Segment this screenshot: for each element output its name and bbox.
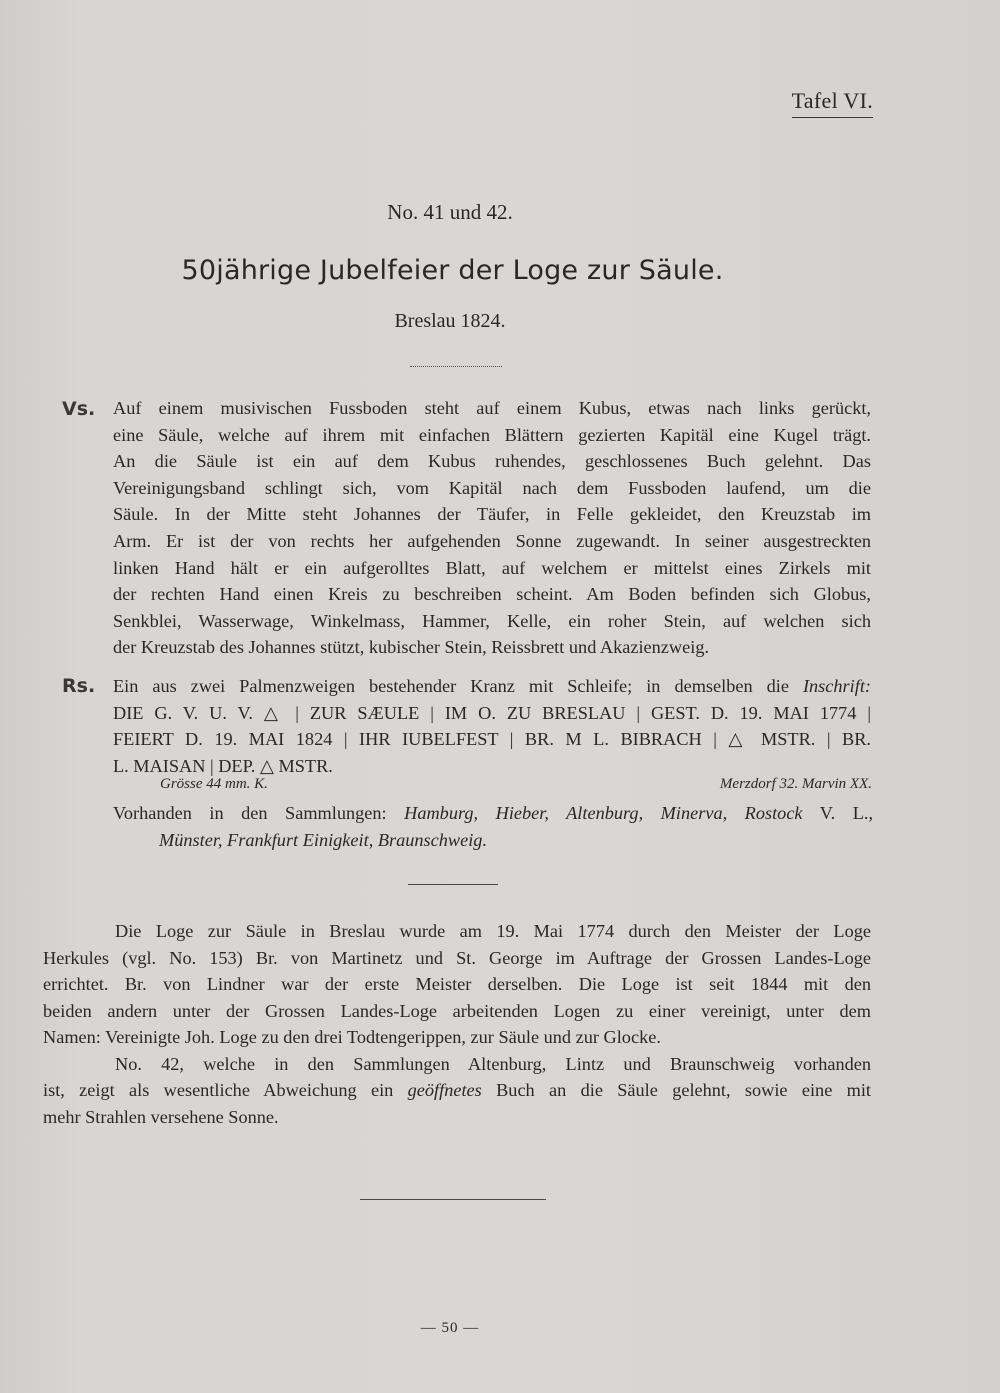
obverse-description (113, 395, 871, 661)
text-line: errichtet. Br. von Lindner war der erste Meister derselben. Die Loge ist seit 1844 mit den (43, 974, 871, 994)
closing-divider (360, 1199, 546, 1200)
ornament-divider (410, 366, 502, 367)
collections-list-cont: Münster, Frankfurt Einigkeit, Braunschweig. (159, 830, 488, 850)
page-number: — 50 — (420, 1320, 480, 1336)
text-line: linken Hand hält er ein aufgerolltes Blatt, auf welchem er mittelst eines Zirkels mit (113, 557, 871, 578)
plate-number: Tafel VI. (792, 88, 873, 118)
reverse-description (113, 673, 871, 779)
obverse-label: Vs. (62, 398, 96, 420)
reverse-label: Rs. (62, 675, 96, 697)
place-date: Breslau 1824. (394, 310, 506, 332)
collections-list: Hamburg, Hieber, Altenburg, Minerva, Rostock (404, 803, 803, 823)
item-numbers: No. 41 und 42. (387, 200, 513, 224)
text-line: der rechten Hand einen Kreis zu beschreiben scheint. Am Boden befinden sich Globus, (113, 584, 871, 605)
commentary (43, 918, 871, 1130)
text-line: No. 42, welche in den Sammlungen Altenburg, Lintz und Braunschweig vorhanden (115, 1053, 871, 1074)
text-line: mehr Strahlen versehene Sonne. (43, 1106, 279, 1127)
inscription-line: L. MAISAN | DEP. △ MSTR. (113, 755, 333, 776)
text-line (43, 1077, 871, 1104)
collections-line (113, 800, 873, 827)
text-line: eine Säule, welche auf ihrem mit einfachen Blättern gezierten Kapitäl eine Kugel trägt. (113, 424, 871, 445)
reverse-intro: Ein aus zwei Palmenzweigen bestehender Kranz mit Schleife; in demselben die (113, 676, 789, 696)
text-line: An die Säule ist ein auf dem Kubus ruhendes, geschlossenes Buch gelehnt. Das (113, 451, 871, 472)
collections-label: Vorhanden in den Sammlungen: (113, 803, 387, 823)
text-line: Vereinigungsband schlingt sich, vom Kapitäl nach dem Fussboden laufend, um die (113, 477, 871, 498)
text-line: Die Loge zur Säule in Breslau wurde am 19. Mai 1774 durch den Meister der Loge (115, 921, 871, 941)
text-line: Senkblei, Wasserwage, Winkelmass, Hammer, Kelle, ein roher Stein, auf welchen sich (113, 610, 871, 631)
text-line: Namen: Vereinigte Joh. Loge zu den drei Todtengerippen, zur Säule und zur Glocke. (43, 1027, 661, 1047)
p2-part-a: ist, zeigt als wesentliche Abweichung ein (43, 1080, 394, 1100)
medal-size: Grösse 44 mm. K. (160, 776, 268, 792)
size-and-references (160, 776, 872, 793)
catalog-references: Merzdorf 32. Marvin XX. (719, 776, 872, 792)
section-divider (408, 884, 498, 885)
text-line (113, 673, 871, 700)
p2-part-b: Buch an die Säule gelehnt, sowie eine mit (496, 1080, 872, 1100)
p2-emphasis: geöffnetes (407, 1080, 482, 1100)
text-line: Auf einem musivischen Fussboden steht auf einem Kubus, etwas nach links gerückt, (113, 398, 871, 418)
collections-tail: V. L., (819, 803, 874, 823)
text-line: Säule. In der Mitte steht Johannes der Täufer, in Felle gekleidet, den Kreuzstab im (113, 504, 871, 525)
inscription-line: FEIERT D. 19. MAI 1824 | IHR IUBELFEST | BR. M L. BIBRACH | △ MSTR. | BR. (113, 729, 871, 750)
text-line: beiden andern unter der Grossen Landes-Loge arbeitenden Logen zu einer vereinigt, unter dem (43, 1000, 871, 1021)
inscription-label: Inschrift: (802, 676, 871, 696)
text-line: der Kreuzstab des Johannes stützt, kubischer Stein, Reissbrett und Akazienzweig. (113, 637, 710, 658)
page-title: 50jährige Jubelfeier der Loge zur Säule. (181, 255, 724, 286)
text-line: Herkules (vgl. No. 153) Br. von Martinetz und St. George im Auftrage der Grossen Landes-Loge (43, 947, 871, 968)
collections (113, 800, 873, 854)
inscription-line: DIE G. V. U. V. △ | ZUR SÆULE | IM O. ZU BRESLAU | GEST. D. 19. MAI 1774 | (113, 702, 871, 723)
text-line: Arm. Er ist der von rechts her aufgehenden Sonne zugewandt. In seiner ausgestreckten (113, 530, 871, 551)
